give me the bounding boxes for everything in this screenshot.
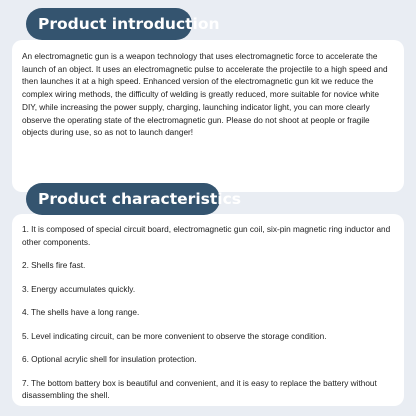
characteristics-list xyxy=(22,224,396,414)
characteristic-item: 2. Shells fire fast. xyxy=(22,261,86,270)
product-introduction-heading: Product introduction xyxy=(26,8,192,40)
characteristic-item: 3. Energy accumulates quickly. xyxy=(22,284,136,294)
characteristic-item: 7. The bottom battery box is beautiful and convenient, and it is easy to replace the battery without disassembling the shell. xyxy=(22,378,377,400)
characteristic-item: 6. Optional acrylic shell for insulation protection. xyxy=(22,355,197,364)
characteristic-item: 1. It is composed of special circuit board, electromagnetic gun coil, six-pin magnetic ring inductor and other components. xyxy=(22,225,391,247)
characteristic-item: 5. Level indicating circuit, can be more convenient to observe the storage condition. xyxy=(22,331,327,341)
characteristic-item: 4. The shells have a long range. xyxy=(22,308,140,317)
product-characteristics-card xyxy=(12,214,404,406)
product-introduction-card xyxy=(12,40,404,192)
product-characteristics-heading: Product characteristics xyxy=(26,183,220,215)
product-introduction-text: An electromagnetic gun is a weapon technology that uses electromagnetic force to accelerate the launch of an object. It uses an electromagnetic pulse to accelerate the projectile to a high speed and then launches it at a high speed. Enhanced version of the electromagnetic gun kit we reduce the complex wiring methods, the difficulty of welding is greatly reduced, more suitable for novice white DIY, while increasing the power supply, charging, launching indicator light, you can more clearly observe the operating state of the electromagnetic gun. Please do not shoot at people or fragile objects during use, so as not to launch danger! xyxy=(22,52,388,138)
